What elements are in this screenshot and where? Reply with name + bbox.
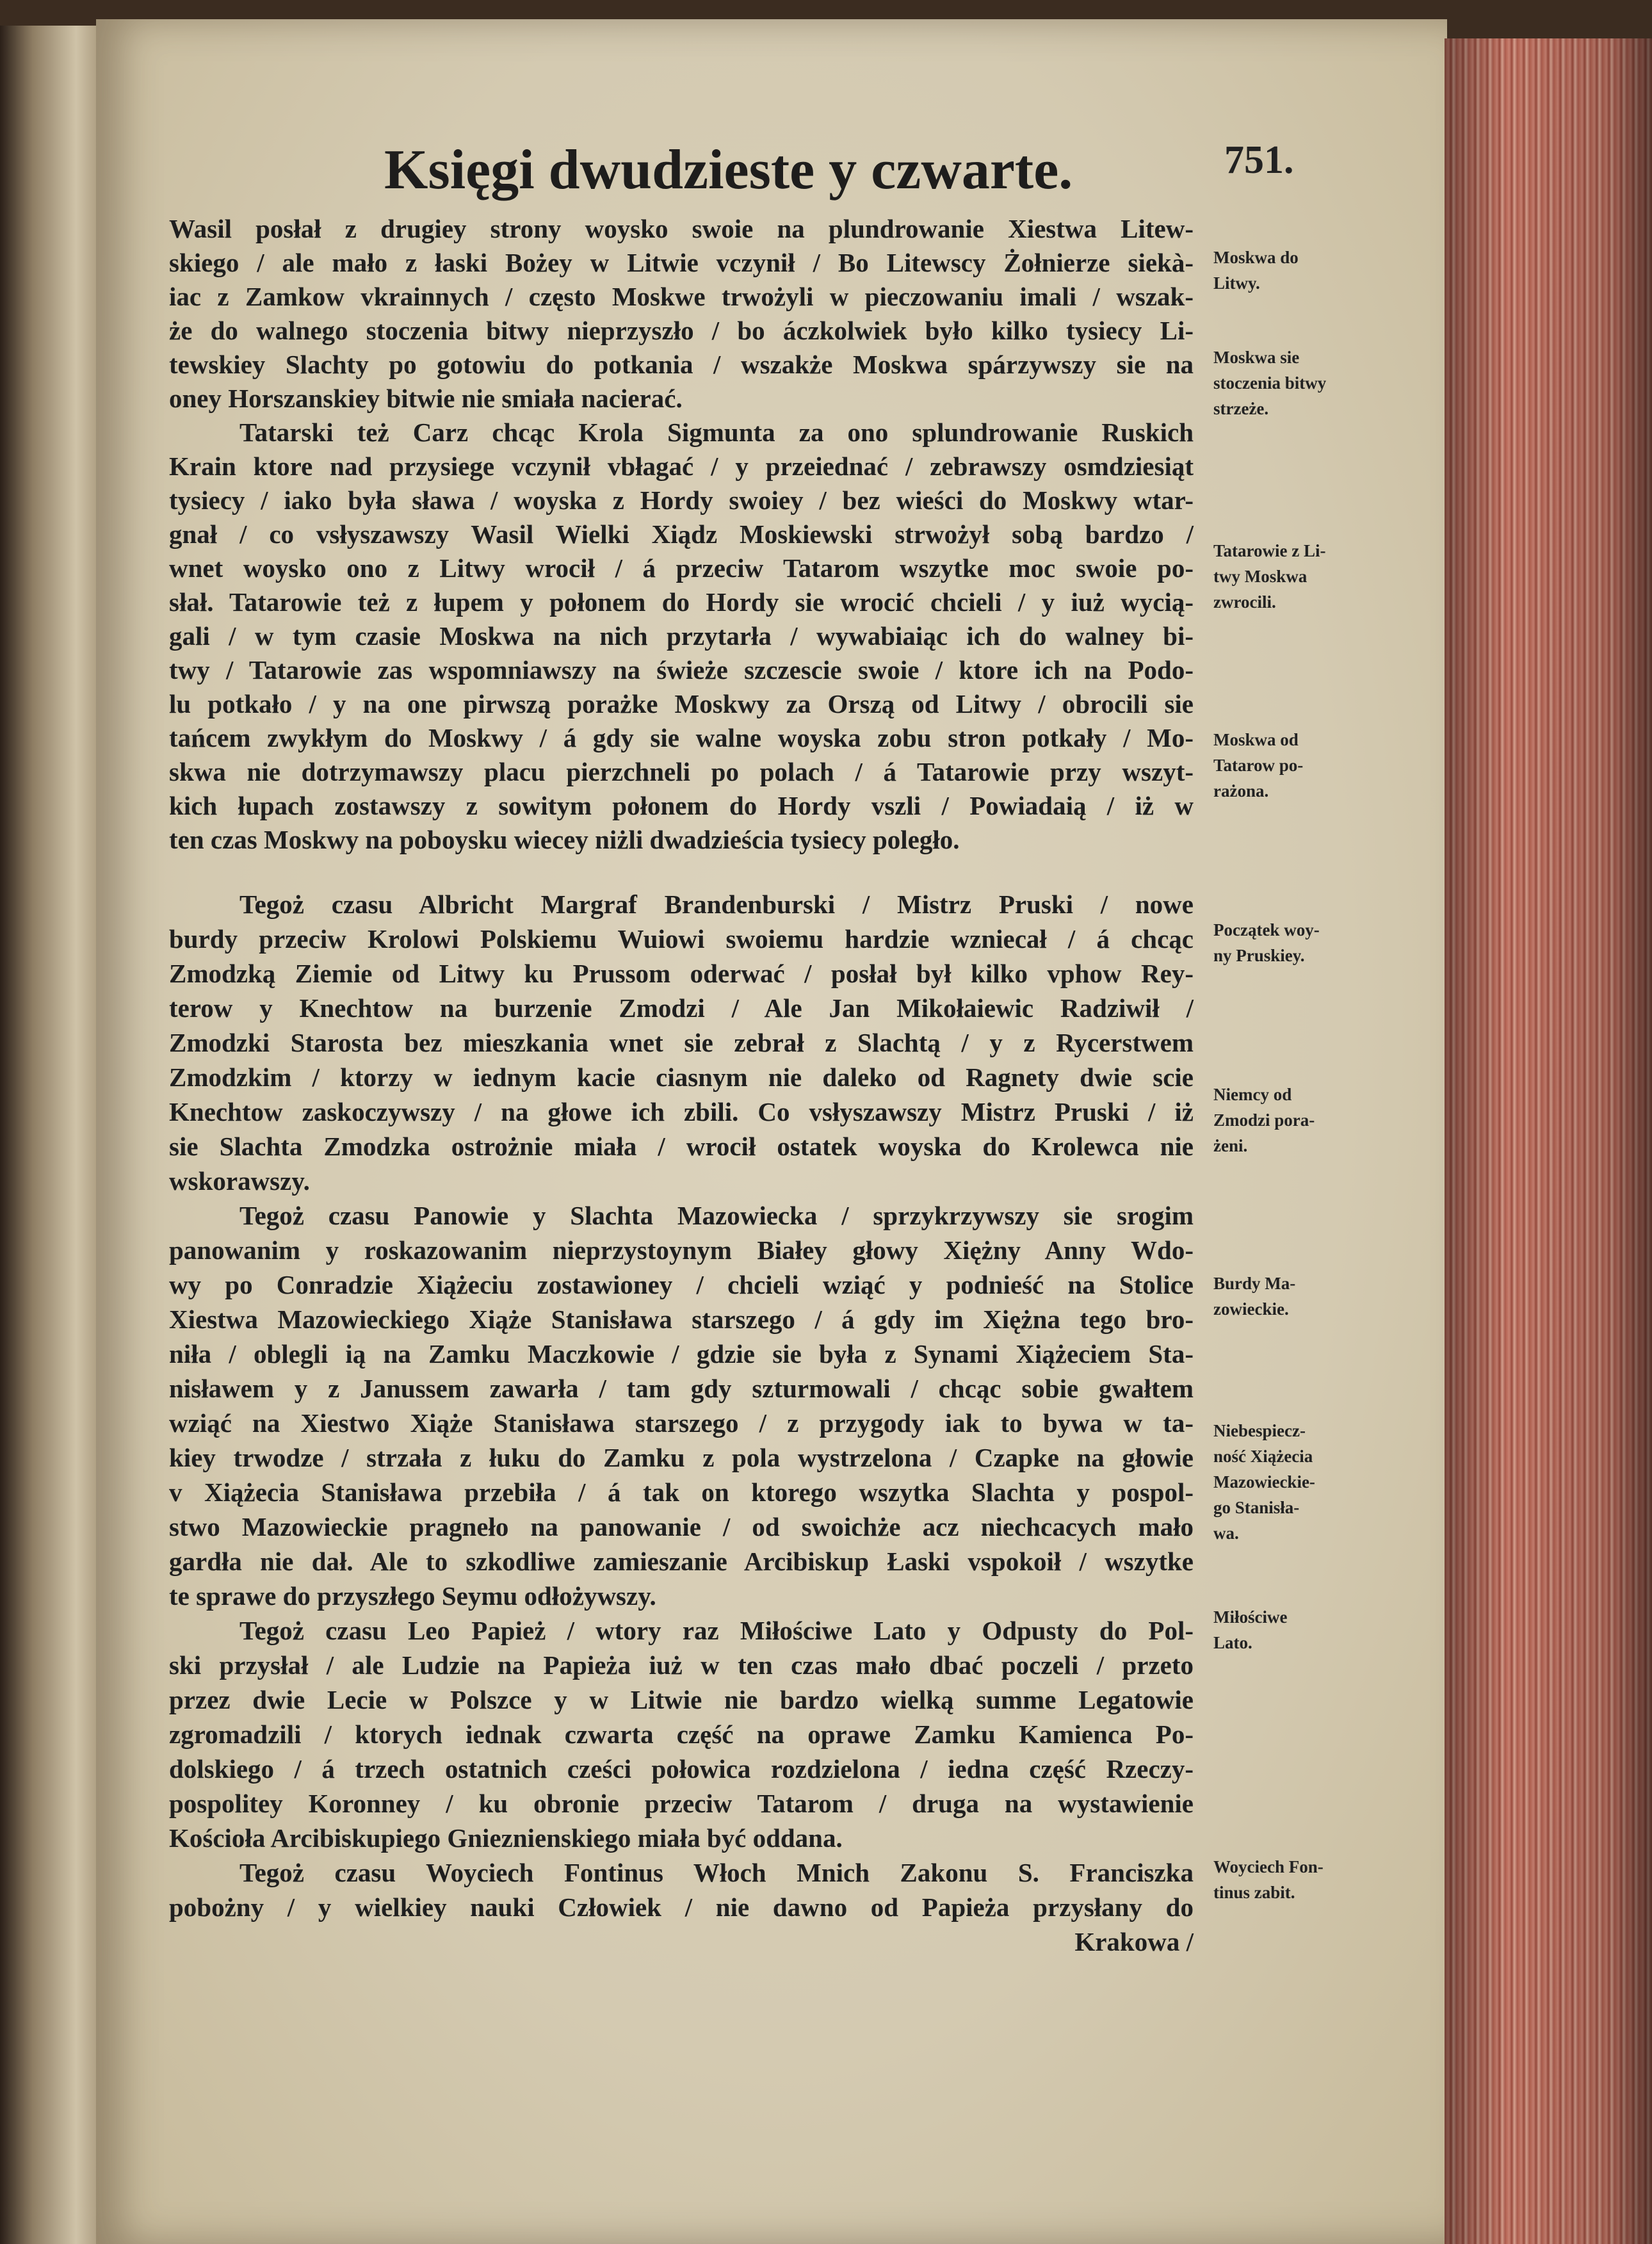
text-line: wy po Conradzie Xiążeciu zostawioney / chcieli wziąć y podnieść na Stolice <box>169 1270 1194 1299</box>
text-line: ski przysłał / ale Ludzie na Papieża iuż w ten czas mało dbać poczeli / przeto <box>169 1650 1194 1680</box>
text-line: skiego / ale mało z łaski Bożey w Litwie vczynił / Bo Litewscy Żołnierze siekà- <box>169 248 1194 277</box>
text-line: Tegoż czasu Albricht Margraf Brandenburski / Mistrz Pruski / nowe <box>239 890 1194 919</box>
text-line: niła / oblegli ią na Zamku Maczkowie / gdzie sie była z Synami Xiążeciem Sta- <box>169 1339 1194 1369</box>
text-line: Xiestwa Mazowieckiego Xiąże Stanisława starszego / á gdy im Xiężna tego bro- <box>169 1305 1194 1334</box>
margin-note <box>1213 917 1425 968</box>
text-line: tysiecy / iako była sława / woyska z Hordy swoiey / bez wieści do Moskwy wtar- <box>169 485 1194 515</box>
text-line: Tatarski też Carz chcąc Krola Sigmunta za ono splundrowanie Ruskich <box>239 418 1194 447</box>
margin-note-line: stoczenia bitwy <box>1213 373 1327 393</box>
text-line: Tegoż czasu Woyciech Fontinus Włoch Mnich Zakonu S. Franciszka <box>239 1858 1194 1887</box>
text-line: słał. Tatarowie też z łupem y połonem do Hordy sie wrocić chcieli / y iuż wycią- <box>169 587 1194 617</box>
margin-note-line: strzeże. <box>1213 399 1269 418</box>
text-line: Zmodzkim / ktorzy w iednym kacie ciasnym nie daleko od Ragnety dwie scie <box>169 1062 1194 1092</box>
margin-note-line: ność Xiążecia <box>1213 1447 1313 1466</box>
text-line: gardła nie dał. Ale to szkodliwe zamieszanie Arcibiskup Łaski vspokoił / wszytke <box>169 1547 1194 1576</box>
paragraph <box>169 1198 1194 1613</box>
text-line: tańcem zwykłym do Moskwy / á gdy sie walne woyska zobu stron potkały / Mo- <box>169 723 1194 752</box>
text-line: wnet woysko ono z Litwy wrocił / á przeciw Tatarom wszytke moc swoie po- <box>169 553 1194 583</box>
text-line: v Xiążecia Stanisława przebiła / á tak on ktorego wszytka Slachta y pospol- <box>169 1477 1194 1507</box>
margin-note-line: go Stanisła- <box>1213 1498 1300 1517</box>
margin-note <box>1213 245 1425 296</box>
text-line: te sprawe do przyszłego Seymu odłożywszy. <box>169 1581 656 1611</box>
margin-note <box>1213 727 1425 804</box>
text-line: lu potkało / y na one pirwszą porażke Moskwy za Orszą od Litwy / obrocili sie <box>169 689 1194 719</box>
text-line: nisławem y z Janussem zawarła / tam gdy szturmowali / chcąc sobie gwałtem <box>169 1374 1194 1403</box>
text-line: oney Horszanskiey bitwie nie smiała nacierać. <box>169 384 683 413</box>
text-line: panowanim y roskazowanim nieprzystoynym Białey głowy Xiężny Anny Wdo- <box>169 1235 1194 1265</box>
margin-note-line: ny Pruskiey. <box>1213 946 1305 965</box>
text-line: wskorawszy. <box>169 1166 310 1196</box>
text-line: ten czas Moskwy na poboysku wiecey niżli dwadzieścia tysiecy poległo. <box>169 825 960 854</box>
margin-note-line: Zmodzi pora- <box>1213 1110 1315 1130</box>
margin-note-line: Moskwa od <box>1213 730 1299 749</box>
margin-note-line: Mazowieckie- <box>1213 1472 1315 1492</box>
text-line: kich łupach zostawszy z sowitym połonem do Hordy vszli / Powiadaią / iż w <box>169 791 1194 820</box>
margin-note-line: Burdy Ma- <box>1213 1274 1296 1293</box>
text-line: dolskiego / á trzech ostatnich cześci połowica rozdzielona / iedna część Rzeczy- <box>169 1754 1194 1784</box>
text-line: pobożny / y wielkiey nauki Człowiek / nie dawno od Papieża przysłany do <box>169 1892 1194 1922</box>
margin-note-line: Moskwa do <box>1213 248 1299 267</box>
text-line: stwo Mazowieckie pragneło na panowanie / od swoichże acz niechcacych mało <box>169 1512 1194 1541</box>
text-line: tewskiey Slachty po gotowiu do potkania / wszakże Moskwa spárzywszy sie na <box>169 350 1194 379</box>
margin-note-line: Niemcy od <box>1213 1085 1292 1104</box>
margin-note-line: Tatarow po- <box>1213 756 1304 775</box>
text-line: wziąć na Xiestwo Xiąże Stanisława starszego / z przygody iak to bywa w ta- <box>169 1408 1194 1438</box>
margin-note <box>1213 1082 1425 1159</box>
text-line: burdy przeciw Krolowi Polskiemu Wuiowi swoiemu hardzie wzniecał / á chcąc <box>169 924 1194 954</box>
text-line: sie Slachta Zmodzka ostrożnie miała / wrocił ostatek woyska do Krolewca nie <box>169 1132 1194 1161</box>
paragraph <box>169 1855 1194 1959</box>
margin-note <box>1213 1271 1425 1322</box>
running-title: Księgi dwudzieste y czwarte. <box>384 139 1073 201</box>
margin-note-line: Tatarowie z Li- <box>1213 541 1326 560</box>
text-line: że do walnego stoczenia bitwy nieprzyszło / bo áczkolwiek było kilko tysiecy Li- <box>169 316 1194 345</box>
text-line: Zmodzką Ziemie od Litwy ku Prussom oderwać / posłał był kilko vphow Rey- <box>169 959 1194 988</box>
main-text-column <box>169 212 1194 1959</box>
text-line: Wasil posłał z drugiey strony woysko swoie na plundrowanie Xiestwa Litew- <box>169 214 1194 243</box>
text-line: Tegoż czasu Leo Papież / wtory raz Miłościwe Lato y Odpusty do Pol- <box>239 1616 1194 1645</box>
margin-note <box>1213 538 1425 615</box>
text-line: skwa nie dotrzymawszy placu pierzchneli po polach / á Tatarowie przy wszyt- <box>169 757 1194 786</box>
margin-note-line: rażona. <box>1213 781 1269 801</box>
margin-note-line: Woyciech Fon- <box>1213 1857 1324 1876</box>
margin-note-line: Początek woy- <box>1213 920 1320 939</box>
margin-note-line: Moskwa sie <box>1213 348 1300 367</box>
margin-note <box>1213 345 1425 421</box>
margin-note-line: twy Moskwa <box>1213 567 1308 586</box>
text-line: gnał / co vsłyszawszy Wasil Wielki Xiądz Moskiewski strwożył sobą bardzo / <box>169 519 1194 549</box>
text-line: Zmodzki Starosta bez mieszkania wnet sie zebrał z Slachtą / y z Rycerstwem <box>169 1028 1194 1057</box>
margin-note-line: zowieckie. <box>1213 1299 1289 1319</box>
margin-note-line: Litwy. <box>1213 273 1260 293</box>
paragraph <box>169 1613 1194 1855</box>
text-line: terow y Knechtow na burzenie Zmodzi / Ale Jan Mikołaiewic Radziwił / <box>169 993 1194 1023</box>
page-edges <box>1445 38 1652 2244</box>
text-line: Knechtow zaskoczywszy / na głowe ich zbili. Co vsłyszawszy Mistrz Pruski / iż <box>169 1097 1194 1126</box>
margin-note-line: tinus zabit. <box>1213 1883 1295 1902</box>
paragraph <box>169 212 1194 416</box>
facing-page-edge <box>0 26 109 2244</box>
margin-note <box>1213 1418 1425 1546</box>
text-line: Krakowa / <box>1074 1927 1194 1956</box>
page-number: 751. <box>1224 138 1294 182</box>
margin-note-line: Niebespiecz- <box>1213 1421 1306 1440</box>
text-line: Krain ktore nad przysiege vczynił vbłagać / y przeiednać / zebrawszy osmdziesiąt <box>169 451 1194 481</box>
margin-note <box>1213 1854 1425 1905</box>
text-line: Tegoż czasu Panowie y Slachta Mazowiecka / sprzykrzywszy sie srogim <box>239 1201 1194 1230</box>
text-line: przez dwie Lecie w Polszce y w Litwie nie bardzo wielką summe Legatowie <box>169 1685 1194 1714</box>
margin-note-line: wa. <box>1213 1524 1239 1543</box>
margin-note-line: zwrocili. <box>1213 592 1276 612</box>
text-line: iac z Zamkow vkrainnych / często Moskwe trwożyli w pieczowaniu imali / wszak- <box>169 282 1194 311</box>
text-line: Kościoła Arcibiskupiego Gnieznienskiego miała być oddana. <box>169 1823 843 1853</box>
text-line: gali / w tym czasie Moskwa na nich przytarła / wywabiaiąc ich do walney bi- <box>169 621 1194 651</box>
margin-note-line: Lato. <box>1213 1633 1252 1652</box>
paragraph <box>169 887 1194 1198</box>
margin-note <box>1213 1604 1425 1655</box>
text-line: twy / Tatarowie zas wspomniawszy na świeże szczescie swoie / ktore ich na Podo- <box>169 655 1194 685</box>
text-line: pospolitey Koronney / ku obronie przeciw Tatarom / druga na wystawienie <box>169 1789 1194 1818</box>
text-line: zgromadzili / ktorych iednak czwarta część na oprawe Zamku Kamienca Po- <box>169 1720 1194 1749</box>
paragraph <box>169 416 1194 857</box>
margin-note-line: Miłościwe <box>1213 1607 1288 1627</box>
text-line: kiey trwodze / strzała z łuku do Zamku z pola wystrzelona / Czapke na głowie <box>169 1443 1194 1472</box>
margin-note-line: żeni. <box>1213 1136 1248 1155</box>
